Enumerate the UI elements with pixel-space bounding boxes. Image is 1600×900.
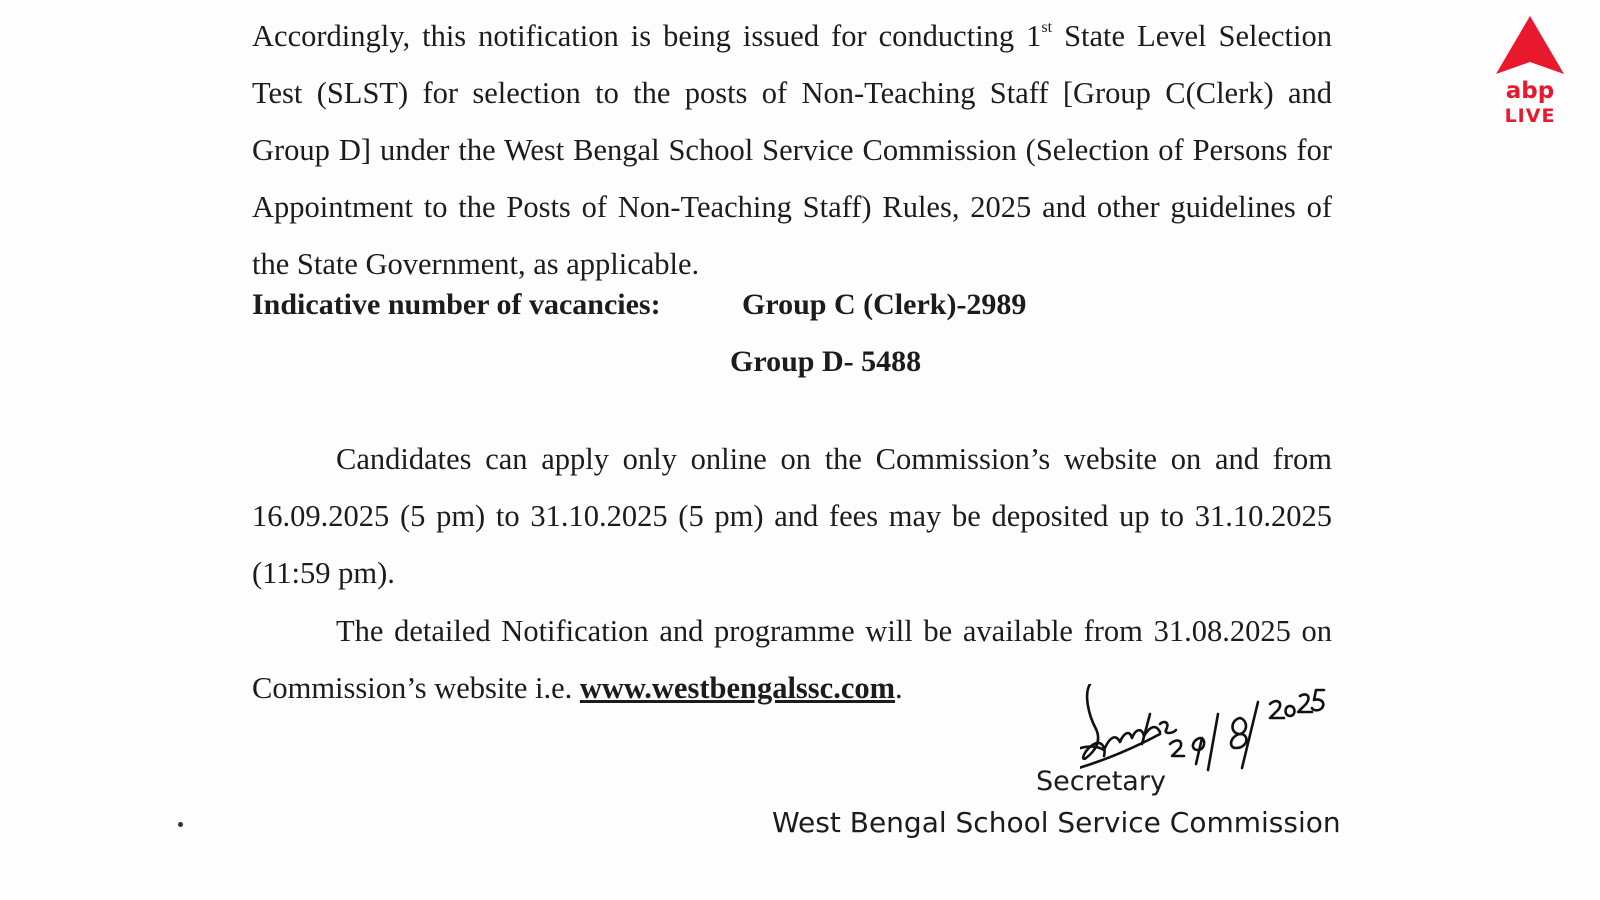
availability-text: The detailed Notification and programme will be available from 31.08.2025 on Commission’s website i.e. [252, 613, 1332, 705]
ordinal-superscript: st [1041, 19, 1053, 36]
signatory-designation: Secretary [1036, 766, 1166, 797]
para1-text-a: Accordingly, this notification is being issued for conducting 1 [252, 19, 1042, 53]
vacancies-label: Indicative number of vacancies: [252, 288, 661, 321]
issuing-organization: West Bengal School Service Commission [772, 806, 1341, 839]
vacancy-group-c: Group C (Clerk)-2989 [742, 288, 1027, 321]
website-link[interactable]: www.westbengalssc.com [579, 670, 896, 705]
logo-brand-text: abp [1505, 78, 1555, 104]
para1-text-b: State Level Selection Test (SLST) for selection to the posts of Non-Teaching Staff [Group C(Clerk) and Group D] under the West Bengal School Service Commission (Selection of Persons for Appointment to the Posts of Non-Teaching Staff) Rules, 2025 and other guidelines of the State Government, as applicable. [252, 19, 1332, 281]
triangle-logo-icon [1496, 16, 1564, 76]
vacancies-row [252, 288, 1027, 322]
logo-tag-text: LIVE [1504, 105, 1556, 127]
application-dates-text: Candidates can apply only online on the Commission’s website on and from 16.09.2025 (5 pm) to 31.10.2025 (5 pm) and fees may be deposited up to 31.10.2025 (11:59 pm). [252, 441, 1332, 590]
para3-end: . [895, 670, 903, 705]
vacancy-group-d: Group D- 5488 [730, 345, 922, 378]
notice-paragraph-1 [252, 8, 1332, 293]
abp-live-logo [1490, 16, 1570, 136]
ink-speck [178, 822, 183, 827]
